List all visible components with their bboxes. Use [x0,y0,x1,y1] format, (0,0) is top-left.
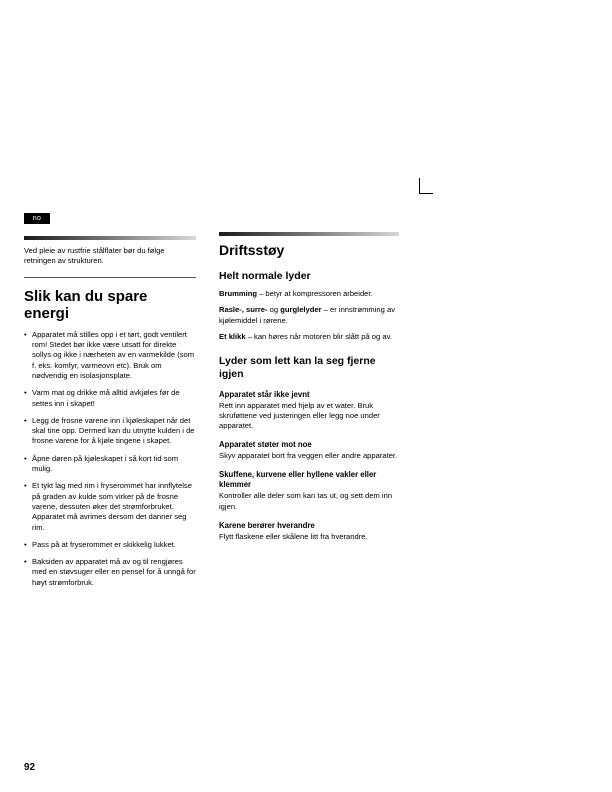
list-item: • Pass på at fryserommet er skikkelig lukket. [24,540,196,550]
language-tag: no [24,213,50,224]
normal-sound-text: – betyr at kompressoren arbeider. [256,289,373,298]
normal-sound-mid: og [267,305,281,315]
list-item: • Åpne døren på kjøleskapet i så kort tid som mulig. [24,454,196,475]
section-title-noise: Driftsstøy [219,242,285,258]
subsection-title-normal-sounds: Helt normale lyder [219,270,311,282]
list-item: • Varm mat og drikke må alltid avkjøles før de settes inn i skapet! [24,388,196,409]
list-item: • Legg de frosne varene inn i kjøleskapet når det skal tine opp. Dermed kan du utnytte kulden i de frosne varene for å kjøle tingene i skapet. [24,416,196,447]
fault-text: Flytt flaskene eller skålene litt fra hverandre. [219,531,368,541]
subsection-title-removable-sounds: Lyder som lett kan la seg fjerne igjen [219,354,376,380]
energy-tips-list [24,330,196,588]
normal-sound-text: – kan høres når motoren blir slått på og av. [245,332,392,342]
intro-paragraph: Ved pleie av rustfrie stålflater bør du følge retningen av strukturen. [24,246,165,266]
fault-heading: Skuffene, kurvene eller hyllene vakler eller klemmer [219,470,377,490]
fault-heading: Apparatet står ikke jevnt [219,389,310,399]
right-column-rule [219,232,399,236]
normal-sound-item [219,289,399,299]
list-item: • Baksiden av apparatet må av og til rengjøres med en støvsuger eller en pensel for å unngå for høyt strømforbruk. [24,557,196,588]
right-column [219,232,399,544]
fault-text: Rett inn apparatet med hjelp av et water. Bruk skruføttene ved justeringen eller legg noe under apparatet. [219,400,380,431]
section-title-energy: Slik kan du spare energi [24,287,148,322]
fault-heading: Apparatet støter mot noe [219,440,312,450]
fault-text: Kontroller alle deler som kan tas ut, og sett dem inn igjen. [219,491,393,511]
normal-sound-text: – er innstrømming av kjølemiddel i rørene. [219,305,396,325]
normal-sound-lead: Brumming [219,289,257,298]
left-column-divider [24,277,196,278]
normal-sound-item [219,332,399,342]
fault-text: Skyv apparatet bort fra veggen eller andre apparater. [219,451,398,461]
normal-sound-lead: Rasle-, surre- [219,305,268,315]
page-number: 92 [24,762,36,773]
normal-sound-item [219,305,399,326]
list-item: • Et tykt lag med rim i fryserommet har innflytelse på graden av kulde som virker på de frosne varene, dessuten øker det strømforbruket. Apparatet må avrimes dersom det danner seg rim. [24,481,196,532]
normal-sound-lead-2: gurglelyder [280,305,322,315]
normal-sound-lead: Et klikk [219,332,246,342]
left-column [24,236,196,595]
crop-mark [419,178,433,194]
fault-heading: Karene berører hverandre [219,520,315,530]
list-item: • Apparatet må stilles opp i et tørt, godt ventilert rom! Stedet bør ikke være utsatt for direkte sollys og ikke i nærheten av en varmekilde (som f. eks. komfyr, varmeovn etc). Bruk om nødvendig en isolasjonsplate. [24,330,196,381]
left-column-rule [24,236,196,240]
